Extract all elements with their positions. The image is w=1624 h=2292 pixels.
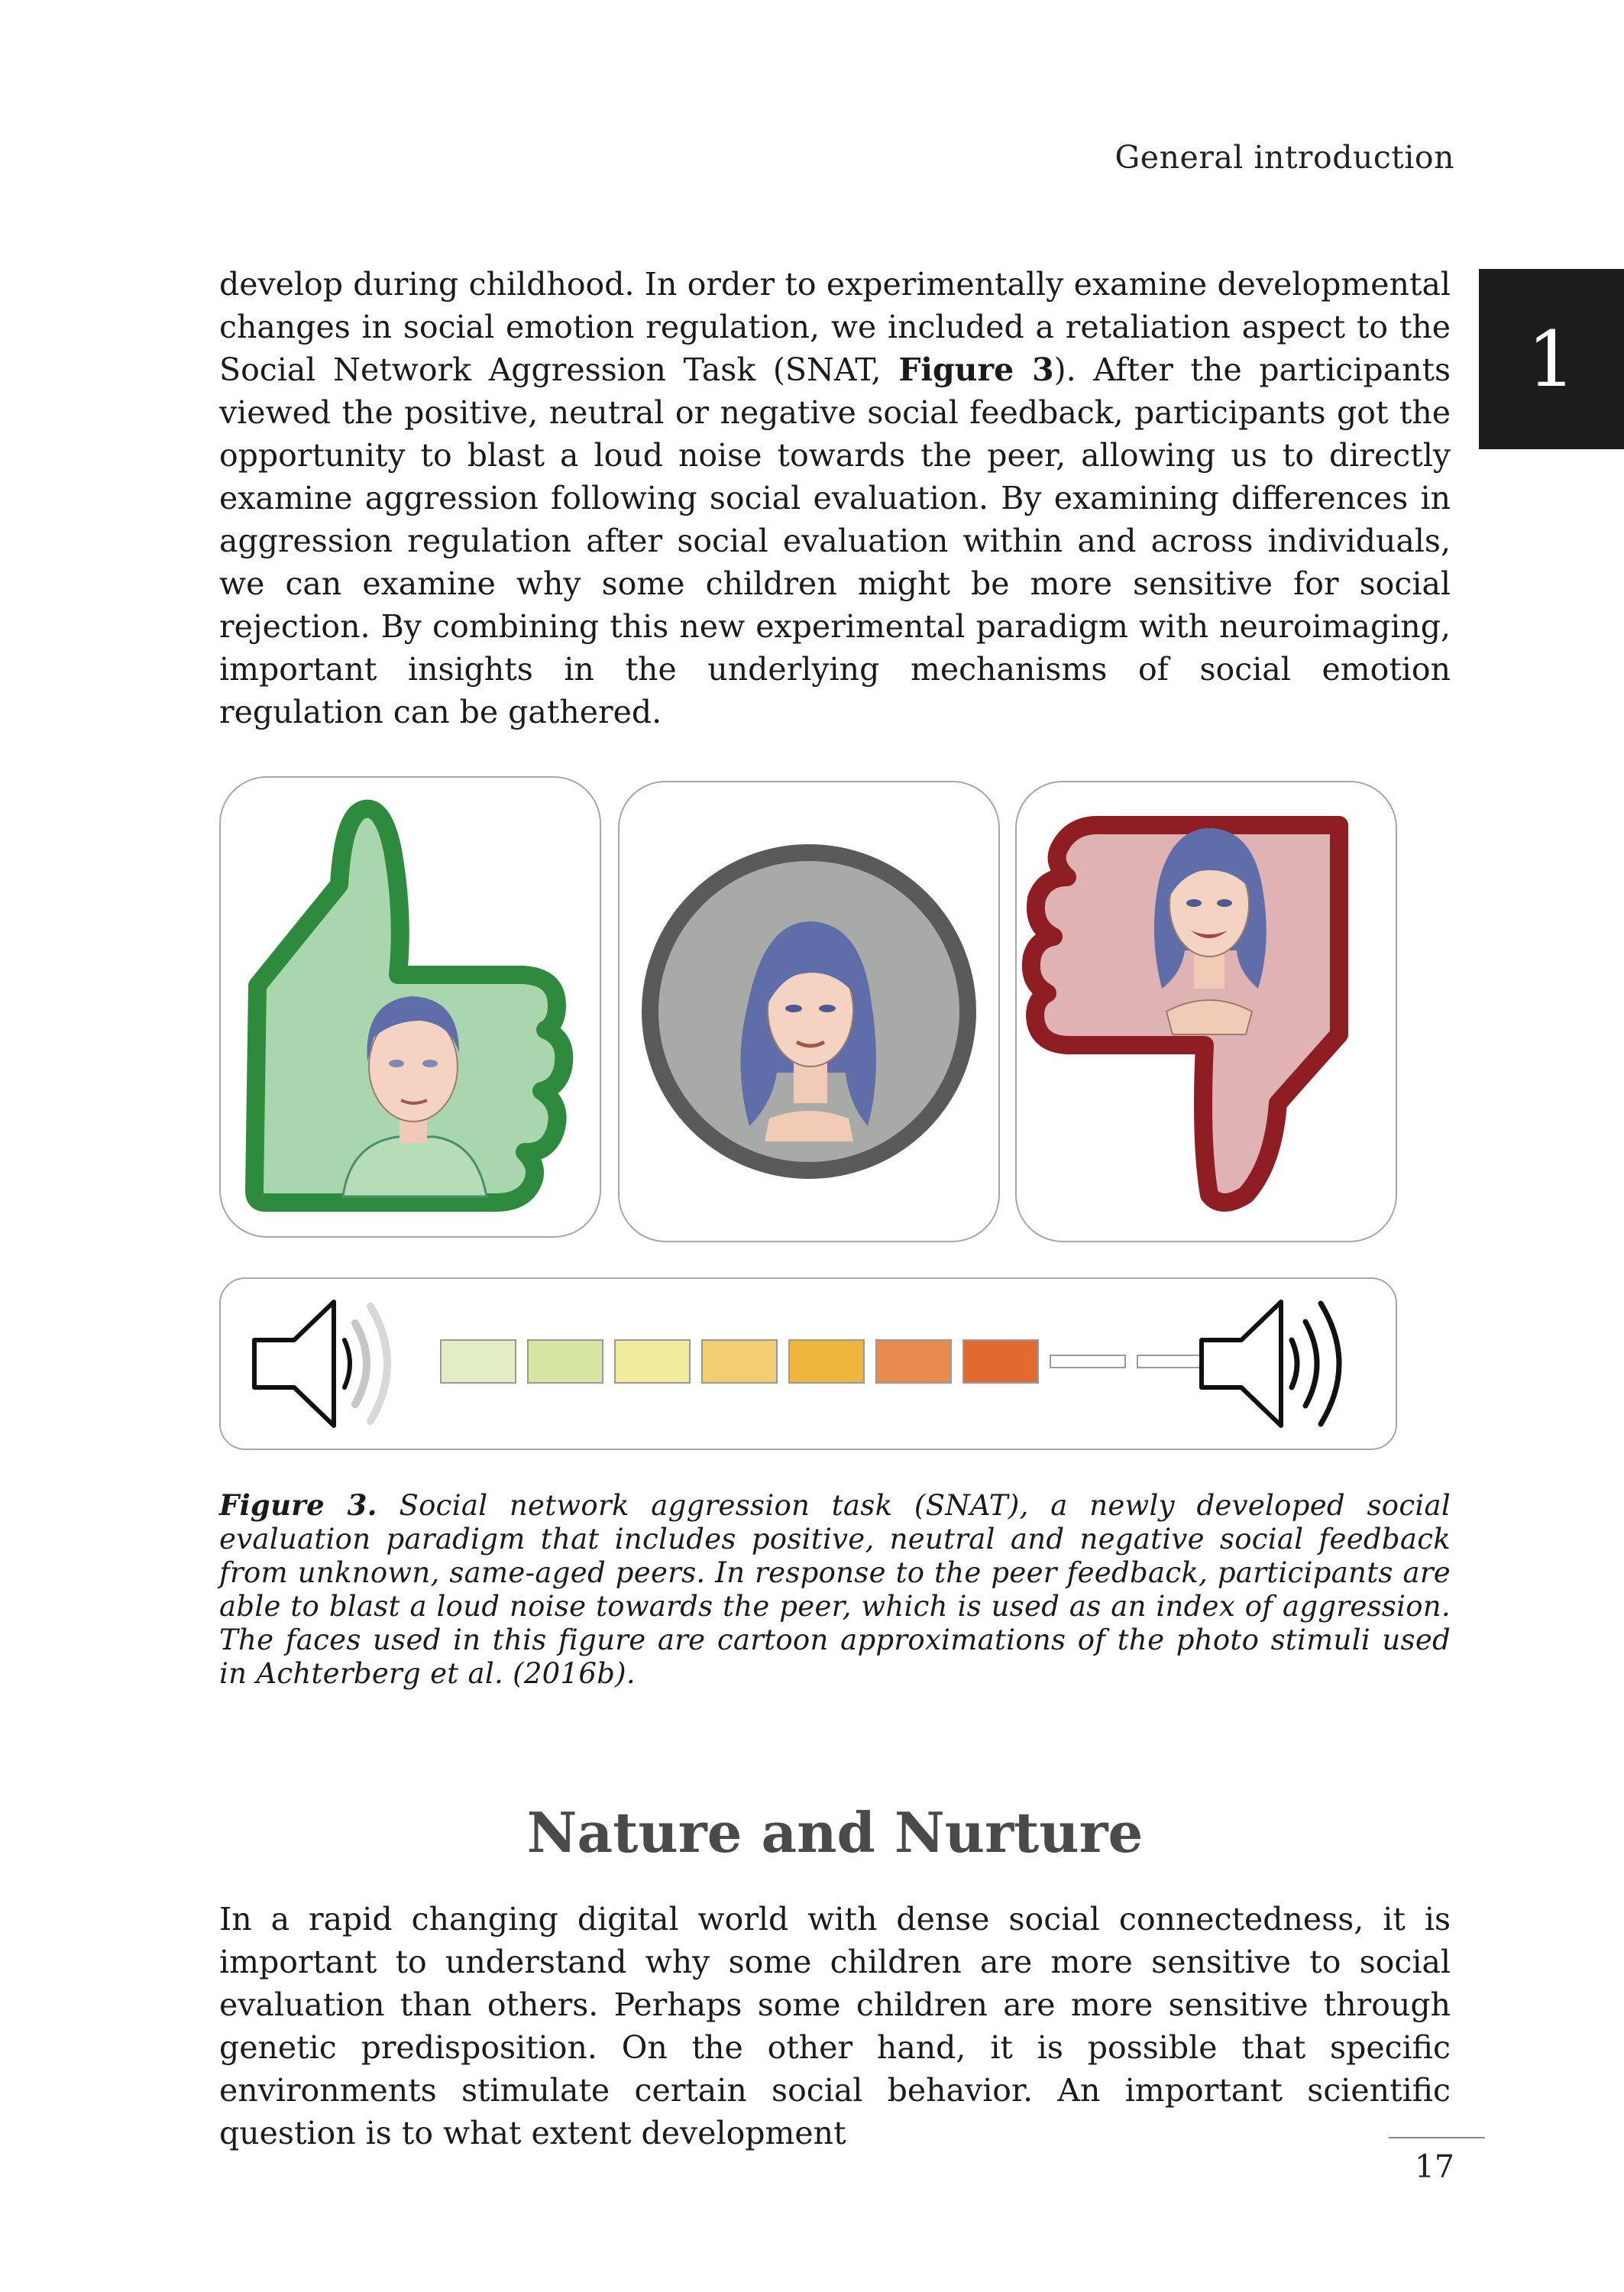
level-block [702,1340,777,1383]
figure-3 [219,773,1396,1453]
section-heading: Nature and Nurture [526,1800,1144,1865]
speaker-quiet-icon [254,1302,387,1426]
page-number: 17 [1414,2148,1454,2185]
paragraph-text: develop during childhood. In order to experimentally examine developmental changes in social emotion regulation, we included a retaliation aspect to the Social Network Aggression Task (SNAT, [219,266,1451,388]
level-block [963,1340,1038,1383]
positive-feedback-panel [219,776,601,1238]
level-block [1050,1355,1125,1368]
nature-nurture-paragraph: In a rapid changing digital world with dense social connectedness, it is important to understand why some children are more sensitive to social evaluation than others. Perhaps some children are more sensitive through genetic predisposition. On the other hand, it is possible that specific environments stimulate certain social behavior. An important scientific question is to what extent development [219,1901,1451,2151]
caption-label: Figure 3. [219,1488,377,1522]
negative-feedback-panel [1015,781,1397,1242]
aggression-level-scale [441,1340,1212,1383]
footer-rule [1389,2137,1485,2138]
intro-paragraph [219,263,1451,733]
speaker-loud-icon [1202,1302,1339,1426]
caption-text: Social network aggression task (SNAT), a newly developed social evaluation paradigm that includes positive, neutral and negative social feedback from unknown, same-aged peers. In response to the peer feedback, participants are able to blast a loud noise towards the peer, which is used as an index of aggression. The faces used in this figure are cartoon approximations of the photo stimuli used in Achterberg et al. (2016b). [219,1489,1451,1690]
level-block [876,1340,951,1383]
level-block [615,1340,690,1383]
chapter-tab: 1 [1479,269,1624,449]
running-head: General introduction [1114,139,1454,176]
level-block [528,1340,603,1383]
figure-caption [219,1488,1451,1691]
noise-blast-panel [219,1277,1397,1450]
neutral-feedback-panel [618,781,1000,1242]
level-block [789,1340,864,1383]
level-block [441,1340,516,1383]
figure-reference: Figure 3 [898,351,1054,388]
paragraph-text: ). After the participants viewed the positive, neutral or negative social feedback, participants got the opportunity to blast a loud noise towards the peer, allowing us to directly examine aggression following social evaluation. By examining differences in aggression regulation after social evaluation within and across individuals, we can examine why some children might be more sensitive for social rejection. By combining this new experimental paradigm with neuroimaging, important insights in the underlying mechanisms of social emotion regulation can be gathered. [219,351,1451,730]
